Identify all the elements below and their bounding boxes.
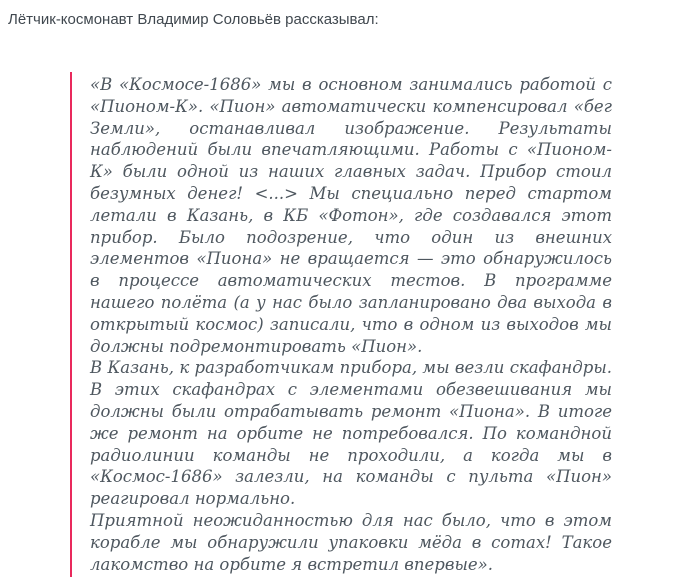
quote-intro-text: Лётчик-космонавт Владимир Соловьёв рассказывал:: [8, 11, 379, 28]
quote-block: [70, 72, 612, 577]
quote-paragraph: «В «Космосе-1686» мы в основном занимались работой с «Пионом-К». «Пион» автоматически компенсировал «бег Земли», останавливал изображение. Результаты наблюдений были впечатляющими. Работы с «Пионом-К» были одной из наших главных задач. Прибор стоил безумных денег! <...> Мы специально перед стартом летали в Казань, в КБ «Фотон», где создавался этот прибор. Было подозрение, что один из внешних элементов «Пиона» не вращается — это обнаружилось в процессе автоматических тестов. В программе нашего полёта (а у нас было запланировано два выхода в открытый космос) записали, что в одном из выходов мы должны подремонтировать «Пион».: [90, 75, 612, 356]
quote-paragraph: В Казань, к разработчикам прибора, мы везли скафандры. В этих скафандрах с элементами обезвешивания мы должны были отрабатывать ремонт «Пиона». В итоге же ремонт на орбите не потребовался. По командной радиолинии команды не проходили, а когда мы в «Космос-1686» залезли, на команды с пульта «Пион» реагировал нормально.: [90, 358, 612, 509]
article-page: [0, 10, 700, 574]
quote-paragraph: Приятной неожиданностью для нас было, что в этом корабле мы обнаружили упаковки мёда в сотах! Такое лакомство на орбите я встретил впервые».: [90, 510, 612, 574]
quote-text: [90, 74, 612, 575]
